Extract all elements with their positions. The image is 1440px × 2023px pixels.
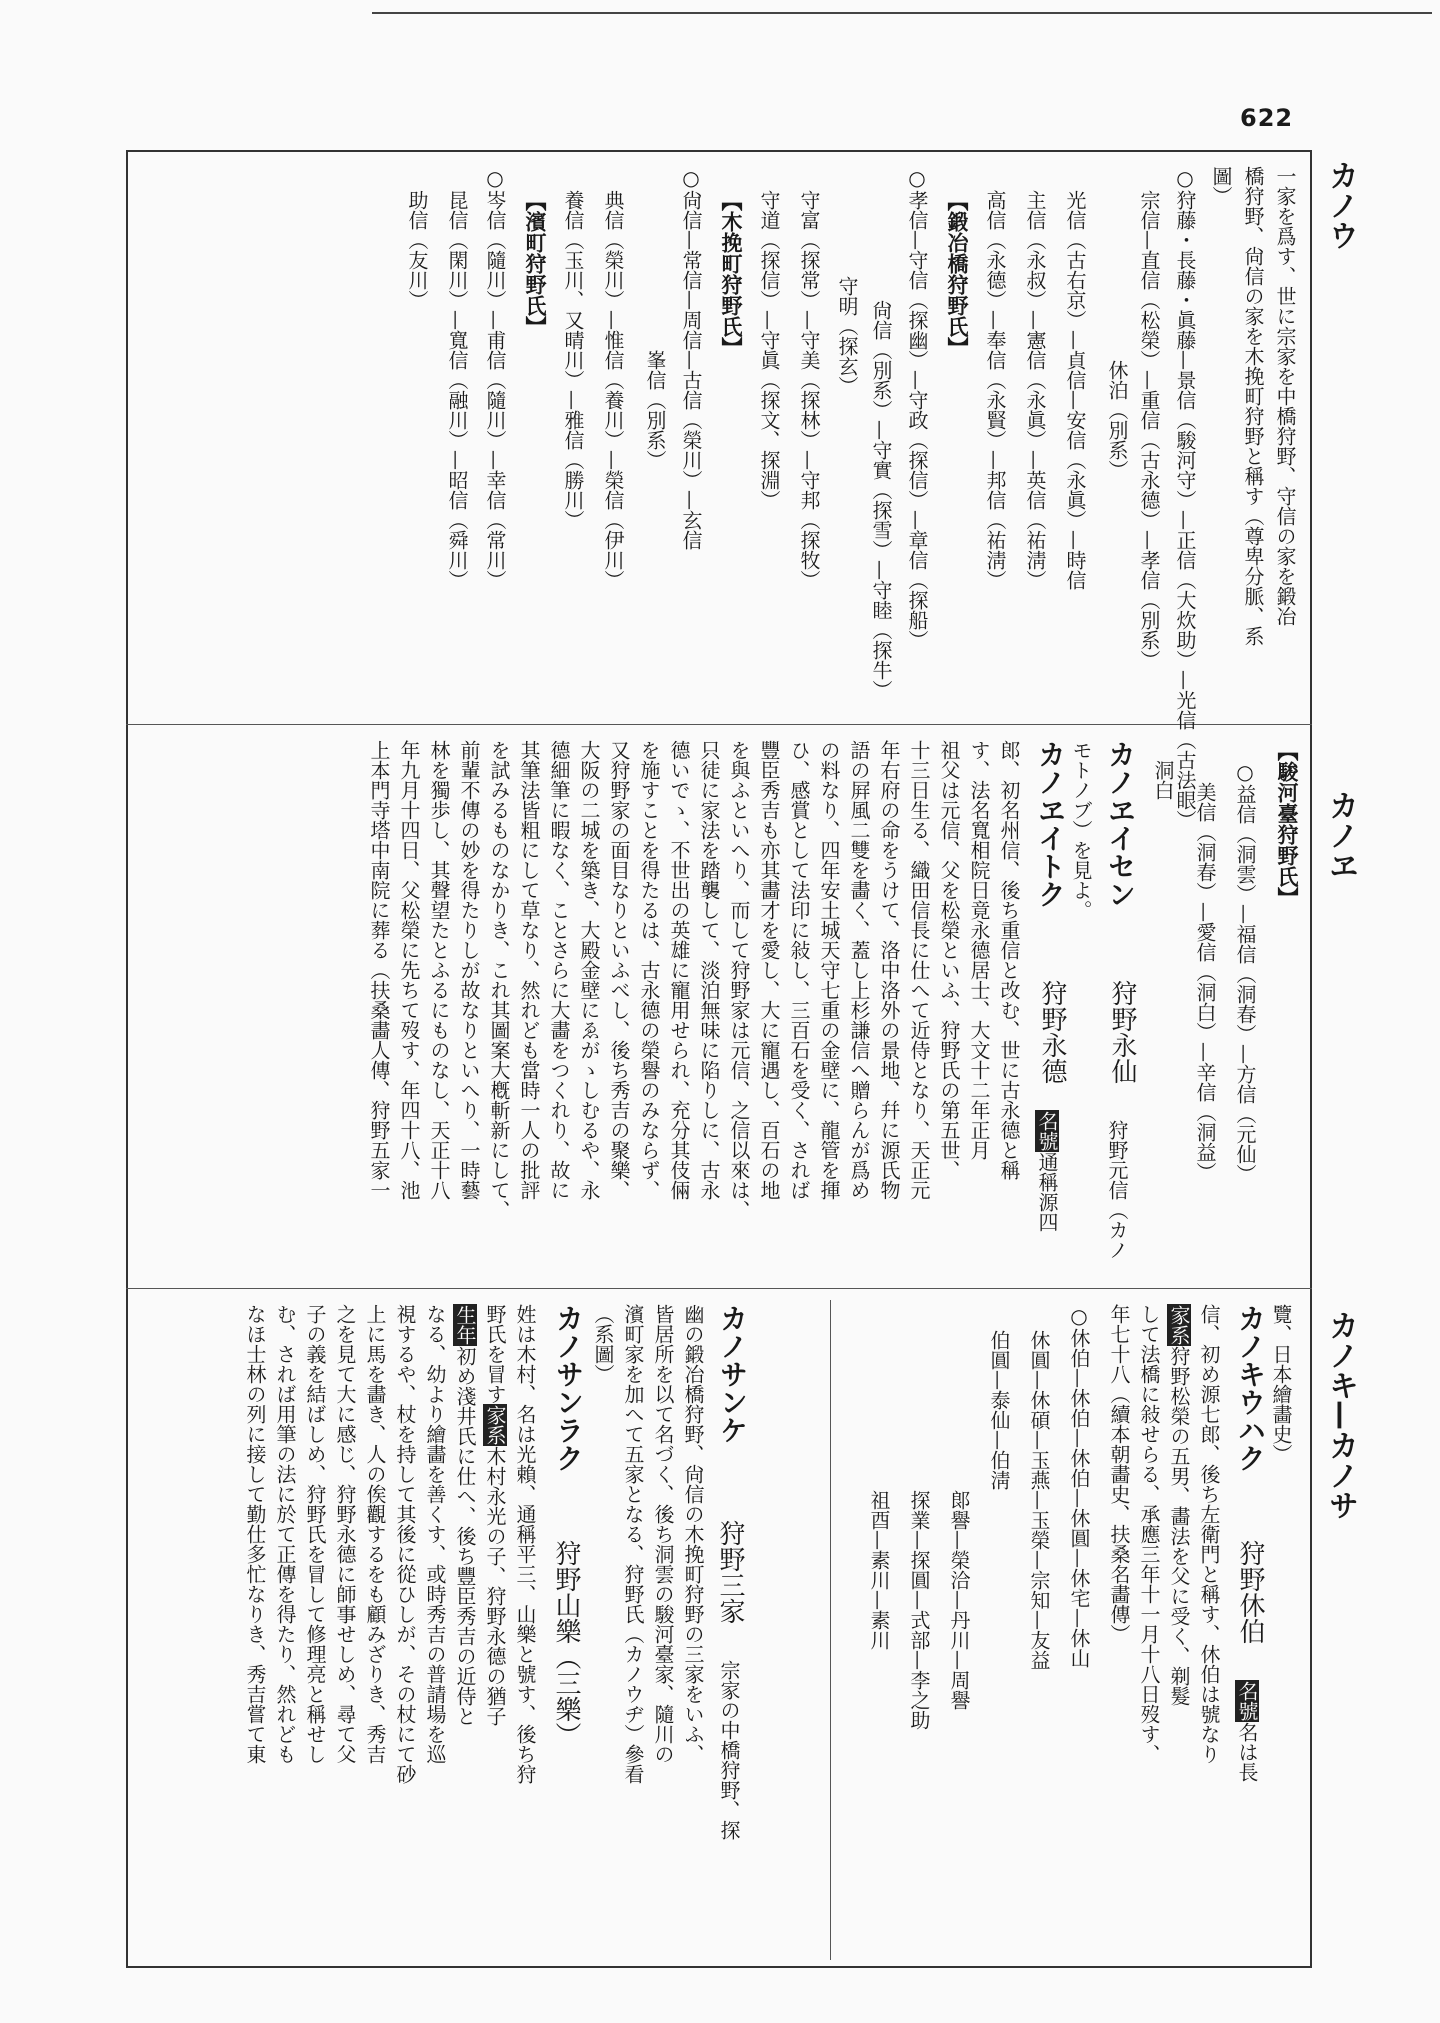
entry-heading-kanosanke: カノサンケ	[716, 1304, 749, 1444]
kyuhaku-text-2: 信、初め源七郎、後ち左衛門と稱す、休伯は號なり	[1197, 1304, 1221, 1764]
kanoeitoku-text-13: を施すことを得たるは、古永德の榮譽のみならず、	[637, 740, 661, 1200]
intro-line-3: 圖）	[1209, 166, 1233, 206]
kanoeitoku-text-9: 豐臣秀吉も亦其畵才を愛し、大に寵遇し、百石の地	[757, 740, 781, 1200]
section-label-kobikicho: 【木挽町狩野氏】	[719, 190, 744, 358]
genealogy-line-21: 助信（友川）	[405, 190, 429, 310]
genealogy-line-17: 養信（玉川、又晴川）—雅信（勝川）	[561, 190, 585, 530]
kanoeitoku-text-21: 年九月十四日、父松榮に先ちて歿す、年四十八、池	[397, 740, 421, 1200]
intro-line-2: 橋狩野、尙信の家を木挽町狩野と稱す（尊卑分脈、系	[1241, 166, 1265, 646]
kanoeitoku-text-4: 十三日生る、織田信長に仕へて近侍となり、天正元	[907, 740, 931, 1200]
top-rule	[372, 12, 1432, 14]
kanoeitoku-text-11: 只徒に家法を踏襲して、淡泊無味に陷りしに、古永	[697, 740, 721, 1200]
kyuhaku-genealogy-3: 伯圓—泰仙—伯淸	[987, 1330, 1011, 1490]
page-number: 622	[1240, 104, 1294, 132]
genealogy-line-1: ○狩藤・長藤・眞藤—景信（駿河守）—正信（大炊助）—光信（古法眼）	[1173, 166, 1197, 830]
entry-name-kanoeisen: 狩野永仙	[1107, 980, 1137, 1084]
kyuhaku-text-5: 年七十八（續本朝畵史、扶桑名畵傳）	[1107, 1304, 1131, 1644]
surugadai-line-3: 洞白	[1151, 760, 1175, 800]
section-divider-bottom	[126, 1288, 1312, 1289]
genealogy-line-9: 尙信（別系）—守實（探雪）—守睦（探牛）	[869, 300, 893, 700]
kyuhaku-text-3: 狩野松榮の五男、畵法を父に受く、剃髮	[1167, 1346, 1191, 1706]
kyuhaku-text-4: して法橋に敍せらる、承應三年十一月十八日歿す、	[1137, 1304, 1161, 1764]
kyuhaku-genealogy-1: ○休伯—休伯—休伯—休圓—休宅—休山	[1067, 1304, 1091, 1668]
intro-line-1: 一家を爲す、世に宗家を中橋狩野、守信の家を鍛冶	[1273, 166, 1297, 626]
kanoeitoku-text-15: 大阪の二城を築き、大殿金壁にゑがゝしむるや、永	[577, 740, 601, 1200]
section-label-surugadai: 【駿河臺狩野氏】	[1275, 740, 1300, 908]
kanoeitoku-text-16: 德細筆に暇なく、ことさらに大畵をつくれり、故に	[547, 740, 571, 1200]
sanraku-text-1	[482, 1304, 508, 1726]
sanke-text-4: （系圖）	[591, 1304, 615, 1384]
kyuhaku-genealogy-2: 休圓—休碩—玉燕—玉榮—宗知—友益	[1027, 1330, 1051, 1670]
surugadai-line-1: ○益信（洞雲）—福信（洞春）—方信（元仙）	[1233, 760, 1257, 1184]
kyuhaku-genealogy-6: 祖酉—素川—素川	[867, 1490, 891, 1650]
kyuhaku-text-0: 覽、日本繪畵史）	[1269, 1304, 1293, 1464]
kanoeitoku-text-7: の料なり、四年安土城天守七重の金壁に、龍管を揮	[817, 740, 841, 1200]
sanraku-inline: 木村永光の子、狩野永德の猶子	[483, 1446, 507, 1726]
kyuhaku-badge-line	[1234, 1680, 1260, 1782]
kanoeitoku-badge-line	[1034, 1110, 1060, 1232]
kana-header-kanoki-kanosa: カノキ—カノサ	[1323, 1310, 1358, 1520]
sanke-text-1: 幽の鍛冶橋狩野、尙信の木挽町狩野の三家をいふ、	[681, 1304, 705, 1764]
genealogy-line-20: 昆信（閑川）—寬信（融川）—昭信（舜川）	[445, 190, 469, 590]
kanoeitoku-text-20: 林を獨歩し、其聲望たとふるにものなし、天正十八	[427, 740, 451, 1200]
kyuhaku-badge-line-2	[1166, 1304, 1192, 1706]
sanke-text-0: 宗家の中橋狩野、探	[717, 1660, 741, 1840]
kanoeitoku-text-12: 德いでゝ、不世出の英雄に寵用せられ、充分其伎倆	[667, 740, 691, 1200]
kanoeitoku-text-19: 前輩不傳の妙を得たりしが故なりといへり、一時藝	[457, 740, 481, 1200]
entry-heading-kanoeisen: カノヱイセン	[1104, 740, 1137, 908]
seinen-badge: 家系	[483, 1405, 507, 1445]
genealogy-line-15: 峯信（別系）	[643, 350, 667, 470]
sanraku-text-8: む、されば用筆の法に於て正傳を得たり、然れども	[273, 1304, 297, 1764]
genealogy-line-12: 守道（探信）—守眞（探文、探淵）	[757, 190, 781, 510]
entry-heading-kanokyuhaku: カノキウハク	[1234, 1304, 1267, 1472]
meigou-badge-kyuhaku: 名號	[1235, 1681, 1259, 1721]
kanoeitoku-text-17: 其筆法皆粗にして草なり、然れども當時一人の批評	[517, 740, 541, 1200]
genealogy-line-14: ○尙信—常信—周信—古信（榮川）—玄信	[679, 166, 703, 550]
kanoeitoku-text-3: 祖父は元信、父を松榮といふ、狩野氏の第五世、	[937, 740, 961, 1180]
genealogy-line-6: 高信（永德）—奉信（永賢）—邦信（祐淸）	[983, 190, 1007, 590]
kanoeitoku-text-6: 語の屛風二雙を畵く、蓋し上杉謙信へ贈らんが爲め	[847, 740, 871, 1200]
kanoeitoku-text-2: す、法名寬相院日竟永德居士、大文十二年正月	[967, 740, 991, 1160]
bottom-inner-divider	[830, 1300, 831, 1960]
seinen-badge-2: 生年	[453, 1305, 477, 1345]
kyuhaku-genealogy-4: 郞譽—榮洽—丹川—周譽	[947, 1490, 971, 1710]
sanraku-text-7: 子の義を結ばしめ、狩野氏を冒して修理亮と稱せし	[303, 1304, 327, 1764]
sanraku-text-6: 之を見て大に感じ、狩野永德に師事せしめ、尋て父	[333, 1304, 357, 1764]
kanoeitoku-text-18: を試みるものなかりき、これ其圖案大槪斬新にして、	[487, 740, 511, 1220]
section-divider-top	[126, 724, 1312, 725]
entry-name-kanosanraku: 狩野山樂（三樂）	[551, 1540, 581, 1748]
meigou-badge: 名號	[1035, 1111, 1059, 1151]
genealogy-line-11: 守富（探常）—守美（探林）—守邦（探牧）	[797, 190, 821, 590]
genealogy-line-16: 典信（榮川）—惟信（養川）—榮信（伊川）	[601, 190, 625, 590]
genealogy-line-5: 主信（永叔）—憲信（永眞）—英信（祐淸）	[1023, 190, 1047, 590]
kanoeisen-ref-2: 狩野元信（カノ	[1105, 1120, 1129, 1260]
sanraku-text-2: 初め淺井氏に仕へ、後ち豐臣秀吉の近侍と	[453, 1346, 477, 1726]
section-label-kajibashi: 【鍛冶橋狩野氏】	[945, 190, 970, 358]
kyuhaku-genealogy-5: 探業—探圓—式部—李之助	[907, 1490, 931, 1730]
sanraku-text-0: 姓は木村、名は光賴、通稱平三、山樂と號す、後ち狩	[513, 1304, 537, 1784]
sanraku-text-4: 視するや、杖を持して其後に從ひしが、その杖にて砂	[393, 1304, 417, 1784]
entry-name-kanoeitoku: 狩野永德	[1037, 980, 1067, 1084]
genealogy-line-4: 光信（古右京）—貞信—安信（永眞）—時信	[1063, 190, 1087, 590]
kanoeitoku-text-22: 上本門寺塔中南院に葬る（扶桑畵人傳、狩野五家一	[367, 740, 391, 1200]
kanoeitoku-text-14: 又狩野家の面目なりといふべし、後ち秀吉の聚樂、	[607, 740, 631, 1200]
sanraku-text-1a: 野氏を冒す	[483, 1304, 507, 1404]
kanoeitoku-text-5: 年右府の命をうけて、洛中洛外の景地、幷に源氏物	[877, 740, 901, 1200]
sanraku-text-5: 上に馬を畵き、人の俟觀するをも顧みざりき、秀吉	[363, 1304, 387, 1764]
genealogy-line-19: ○岑信（隨川）—甫信（隨川）—幸信（常川）	[483, 166, 507, 590]
kana-header-kanoe: カノヱ	[1323, 790, 1358, 880]
entry-name-kanokyuhaku: 狩野休伯	[1235, 1540, 1265, 1644]
surugadai-line-2: 美信（洞春）—愛信（洞白）—辛信（洞益）	[1193, 782, 1217, 1182]
entry-name-kanosanke: 狩野三家	[715, 1520, 745, 1624]
genealogy-line-3: 休泊（別系）	[1105, 360, 1129, 480]
sanke-text-3: 濱町家を加へて五家となる、狩野氏（カノウヂ）參看	[621, 1304, 645, 1784]
sanraku-text-3: なる、幼より繪畵を善くす、或時秀吉の普請場を巡	[423, 1304, 447, 1764]
section-label-hamacho: 【濱町狩野氏】	[523, 190, 548, 337]
kanoeisen-ref-1: モトノブ）を見よ。	[1069, 740, 1093, 920]
kanoeitoku-text-8: ひ、感賞として法印に敍し、三百石を受く、されば	[787, 740, 811, 1200]
kanoeitoku-text-10: を與ふといへり、而して狩野家は元信、之信以來は、	[727, 740, 751, 1220]
entry-heading-kanoeitoku: カノヱイトク	[1034, 740, 1067, 908]
genealogy-line-8: ○孝信—守信（探幽）—守政（探信）—章信（探船）	[905, 166, 929, 650]
kyuhaku-text-1: 名は長	[1235, 1722, 1259, 1782]
sanraku-text-9: なほ士林の列に接して勤仕多忙なりき、秀吉嘗て東	[243, 1304, 267, 1764]
ieshi-badge: 家系	[1167, 1305, 1191, 1345]
kana-header-kanou: カノウ	[1323, 160, 1358, 250]
sanke-text-2: 皆居所を以て名づく、後ち洞雲の駿河臺家、隨川の	[651, 1304, 675, 1764]
kanoeitoku-text-1: 郎、初名州信、後ち重信と改む、世に古永德と稱	[997, 740, 1021, 1180]
entry-heading-kanosanraku: カノサンラク	[552, 1304, 585, 1472]
sanraku-badge-line	[452, 1304, 478, 1726]
genealogy-line-10: 守明（探玄）	[835, 276, 859, 396]
genealogy-line-2: 宗信—直信（松榮）—重信（古永德）—孝信（別系）	[1137, 190, 1161, 670]
kanoeitoku-text-0: 通稱源四	[1035, 1152, 1059, 1232]
